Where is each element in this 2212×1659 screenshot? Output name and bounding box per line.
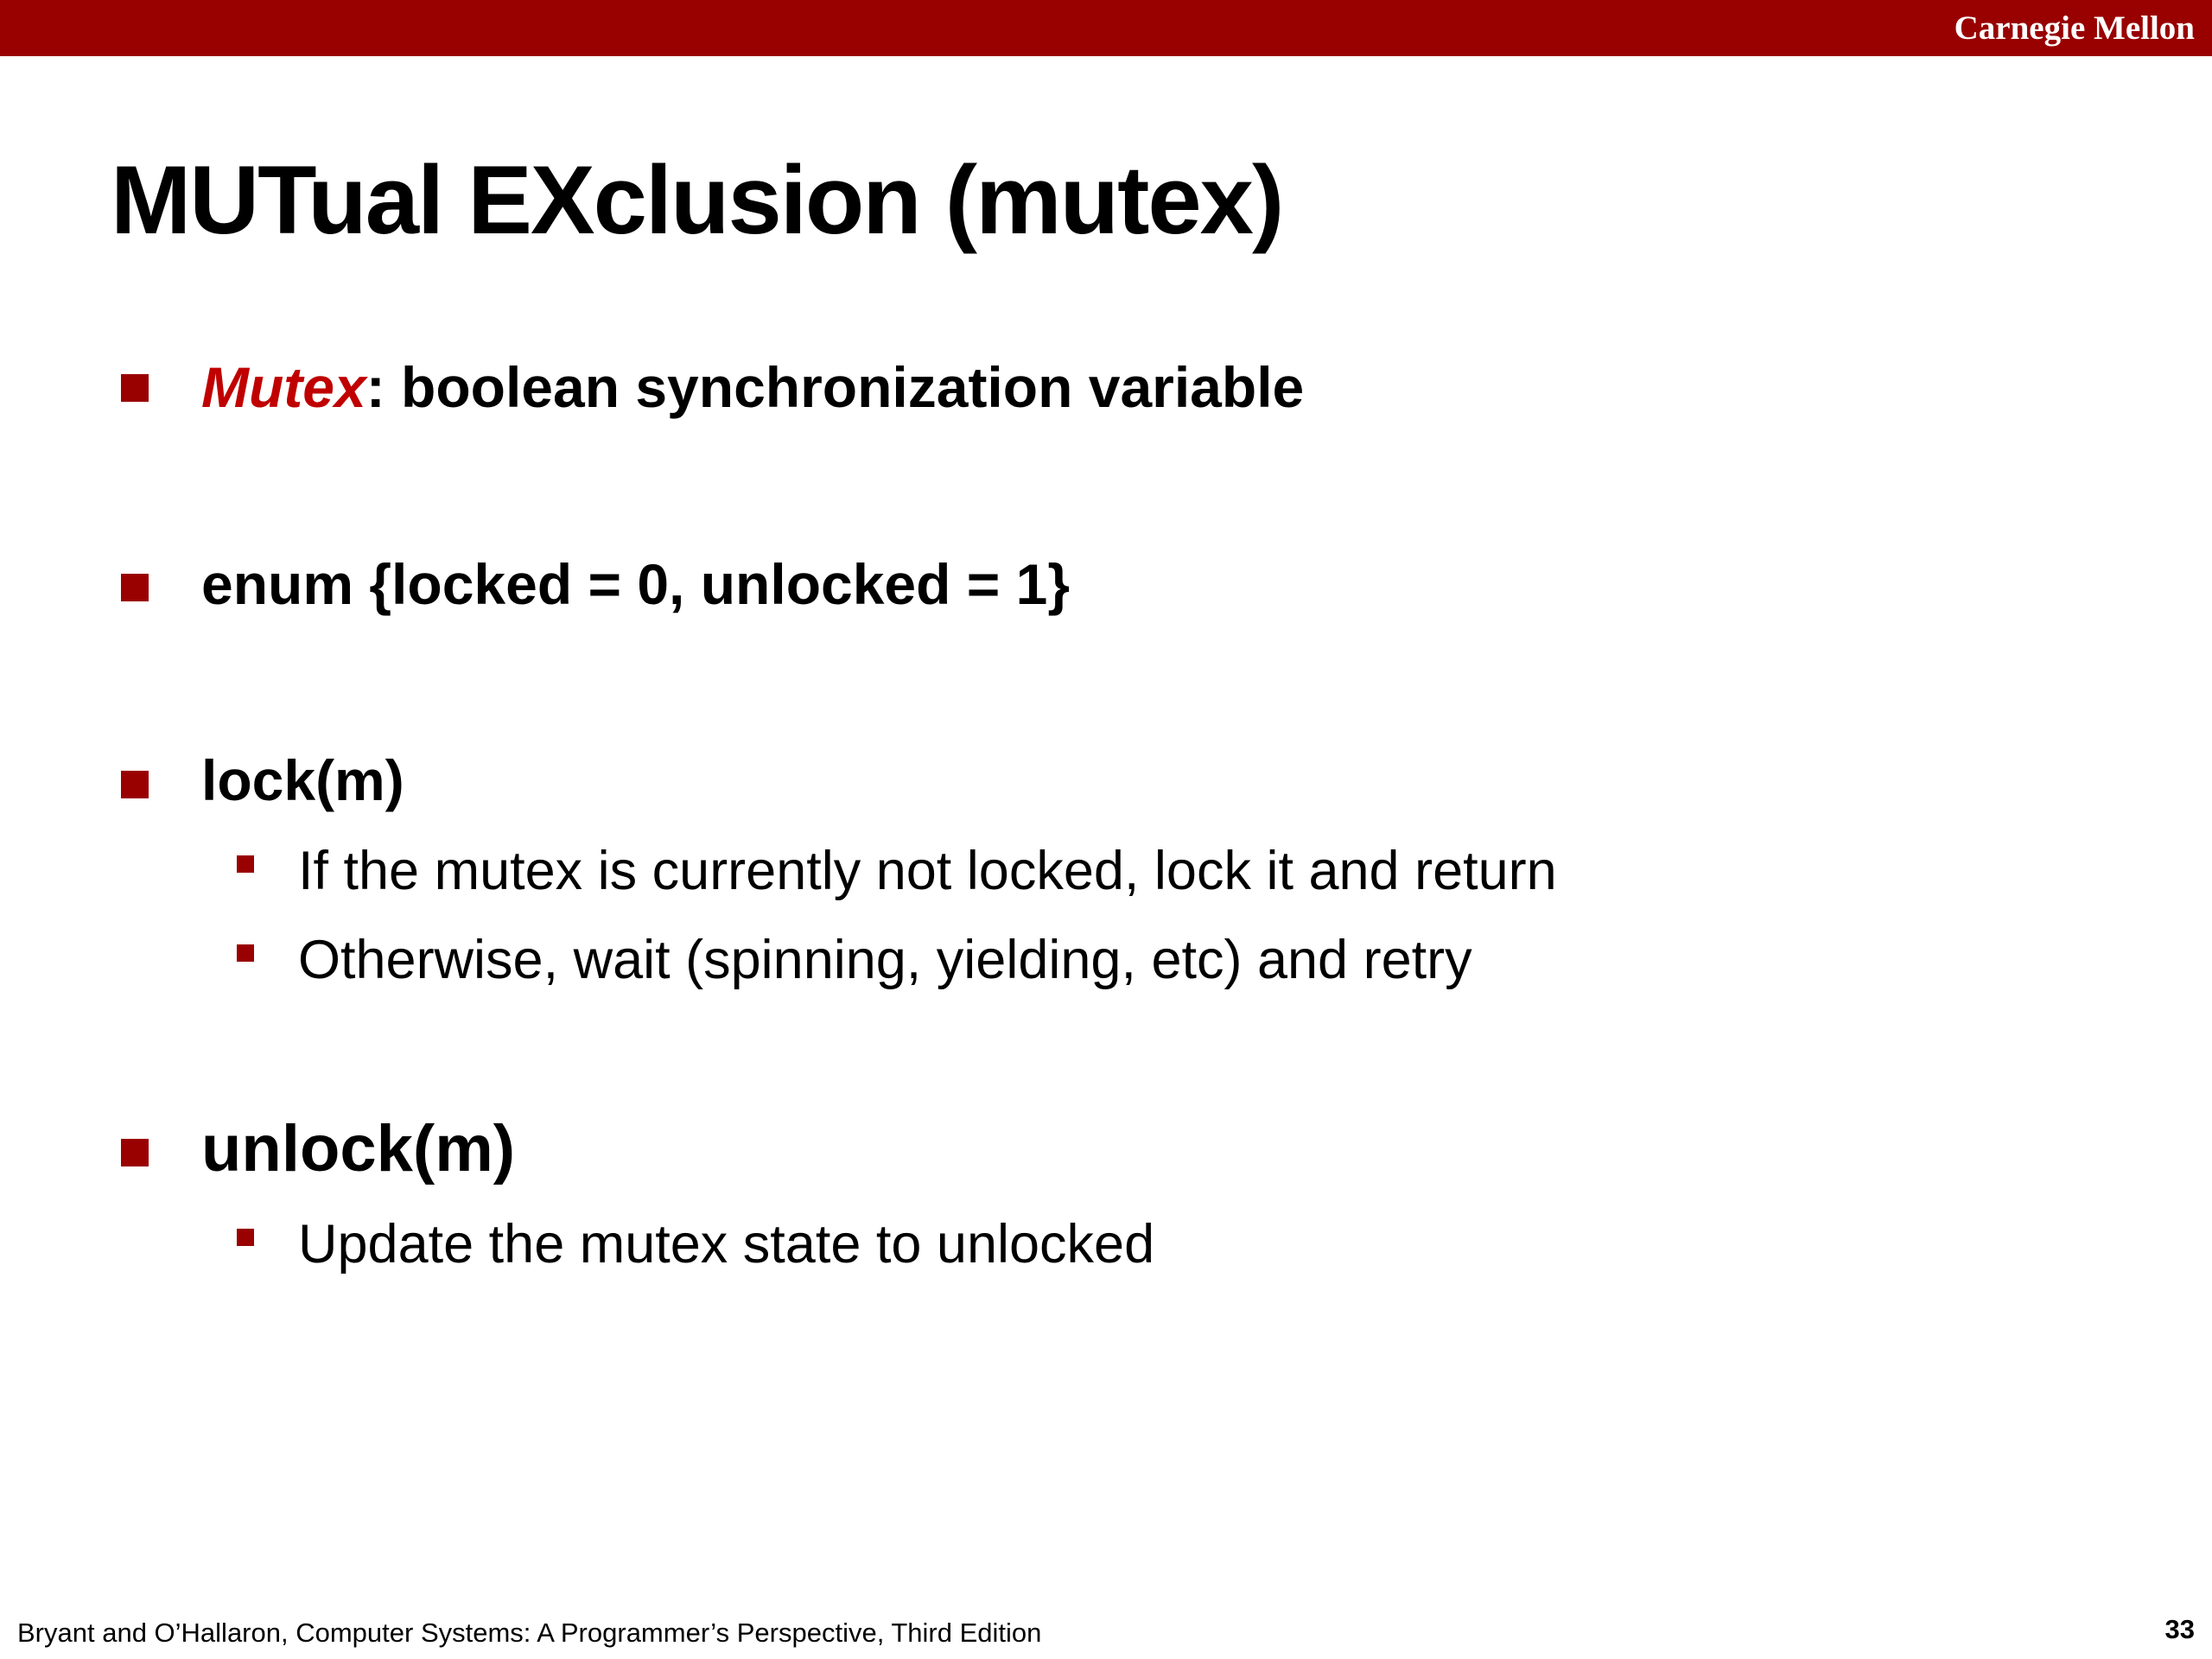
top-banner (0, 0, 2212, 56)
sub-bullet-lock-2: Otherwise, wait (spinning, yielding, etc) and retry (298, 930, 1472, 990)
page-number: 33 (2164, 1614, 2195, 1644)
square-sub-bullet-icon (237, 944, 254, 962)
slide-title: MUTual EXclusion (mutex) (111, 146, 1283, 254)
sub-bullet-unlock-1: Update the mutex state to unlocked (298, 1214, 1155, 1274)
sub-bullet-lock-1: If the mutex is currently not locked, lock it and return (298, 841, 1557, 901)
bullet-item-unlock: unlock(m) (201, 1112, 516, 1185)
square-sub-bullet-icon (237, 1229, 254, 1246)
bullet-item-enum: enum {locked = 0, unlocked = 1} (201, 552, 1071, 616)
term-mutex: Mutex (201, 355, 366, 419)
footer-citation: Bryant and O’Hallaron, Computer Systems: A Programmer’s Perspective, Third Edition (17, 1618, 1042, 1648)
square-sub-bullet-icon (237, 855, 254, 873)
square-bullet-icon (121, 1139, 149, 1166)
bullet-text: : boolean synchronization variable (365, 355, 1305, 419)
square-bullet-icon (121, 771, 149, 798)
bullet-item-lock: lock(m) (201, 748, 404, 812)
bullet-item-mutex (201, 353, 1304, 422)
brand-label: Carnegie Mellon (1954, 10, 2195, 47)
square-bullet-icon (121, 574, 149, 601)
square-bullet-icon (121, 374, 149, 402)
